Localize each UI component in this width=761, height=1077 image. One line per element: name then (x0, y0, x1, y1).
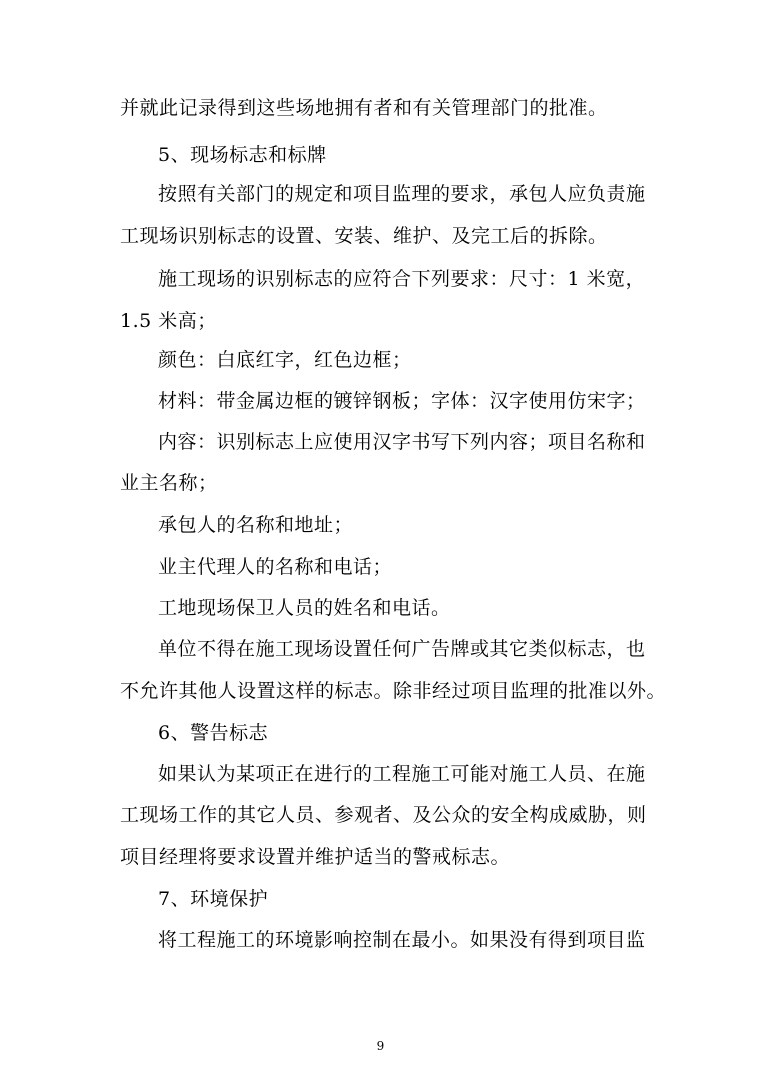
text-line: 并就此记录得到这些场地拥有者和有关管理部门的批准。 (120, 97, 608, 119)
text-line: 颜色：白底红字，红色边框； (158, 349, 412, 371)
section-heading: 6、警告标志 (158, 722, 269, 744)
text-line: 按照有关部门的规定和项目监理的要求，承包人应负责施 (158, 183, 646, 205)
section-heading: 5、现场标志和标牌 (158, 144, 327, 166)
page-number: 9 (376, 1039, 385, 1053)
text-line: 材料：带金属边框的镀锌钢板；字体：汉字使用仿宋字； (158, 390, 646, 412)
text-line: 工现场工作的其它人员、参观者、及公众的安全构成威胁，则 (120, 804, 647, 826)
text-line: 业主代理人的名称和电话； (158, 556, 393, 578)
text-line: 如果认为某项正在进行的工程施工可能对施工人员、在施 (158, 763, 646, 785)
text-line: 项目经理将要求设置并维护适当的警戒标志。 (120, 846, 511, 868)
text-line: 1.5 米高； (120, 310, 217, 332)
section-heading: 7、环境保护 (158, 888, 269, 910)
text-line: 不允许其他人设置这样的标志。除非经过项目监理的批准以外。 (120, 680, 667, 702)
text-line: 业主名称； (120, 472, 218, 494)
text-line: 将工程施工的环境影响控制在最小。如果没有得到项目监 (158, 929, 646, 951)
text-line: 施工现场的识别标志的应符合下列要求：尺寸：1 米宽， (158, 268, 646, 290)
text-line: 单位不得在施工现场设置任何广告牌或其它类似标志，也 (158, 638, 646, 660)
text-line: 工现场识别标志的设置、安装、维护、及完工后的拆除。 (120, 225, 608, 247)
text-line: 工地现场保卫人员的姓名和电话。 (158, 597, 451, 619)
text-line: 承包人的名称和地址； (158, 514, 354, 536)
text-line: 内容：识别标志上应使用汉字书写下列内容；项目名称和 (158, 431, 646, 453)
